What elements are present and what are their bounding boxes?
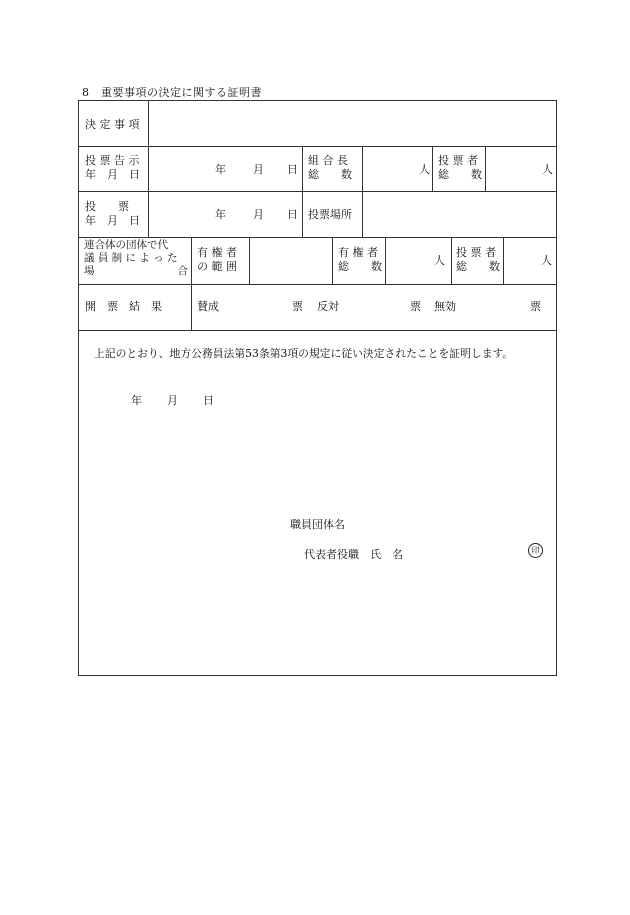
unit-person: 人 <box>541 254 552 267</box>
label-federation-case-line1: 連合体の団体で代 <box>84 239 168 251</box>
label-federation-case-line3 <box>84 265 188 278</box>
col-divider <box>148 191 149 238</box>
label-voting-date <box>85 200 143 228</box>
label-voter-total <box>438 154 483 182</box>
label-notice-date-line1: 投 票 告 示 <box>85 154 140 167</box>
label-eligible-scope-line2: の 範 囲 <box>197 260 237 273</box>
unit-votes: 票 <box>410 300 421 313</box>
label-notice-date <box>85 154 143 182</box>
col-divider <box>451 237 452 284</box>
label-federation-case-line3-left: 場 <box>84 265 95 277</box>
col-divider <box>148 101 149 192</box>
certificate-form <box>78 100 557 676</box>
cert-date-year: 年 <box>131 394 142 407</box>
seal-icon: 印 <box>528 543 543 558</box>
label-voting-date-line1: 投 票 <box>85 200 129 213</box>
label-eligible-scope-line1: 有 権 者 <box>197 246 237 259</box>
certification-statement: 上記のとおり、地方公務員法第53条第3項の規定に従い決定されたことを証明します。 <box>94 347 514 360</box>
label-federation-case-line3-right: 合 <box>177 265 188 277</box>
ymd-day: 日 <box>287 163 298 176</box>
row-divider <box>79 284 556 285</box>
label-voter-total-2 <box>456 246 501 274</box>
unit-person: 人 <box>434 254 445 267</box>
cert-date-month: 月 <box>167 394 178 407</box>
col-divider <box>362 146 363 238</box>
ymd-month: 月 <box>253 163 264 176</box>
label-eligible-total <box>338 246 382 274</box>
label-voter-total-line1: 投 票 者 <box>438 154 478 167</box>
label-federation-case <box>84 239 188 278</box>
col-divider <box>302 146 303 238</box>
cert-date-day: 日 <box>203 394 214 407</box>
col-divider <box>432 146 433 192</box>
form-title: 8 重要事項の決定に関する証明書 <box>82 86 262 99</box>
unit-votes: 票 <box>530 300 541 313</box>
label-union-head-total-line2: 総 数 <box>308 168 352 181</box>
label-decision-items: 決 定 事 項 <box>85 118 140 131</box>
col-divider <box>249 237 250 284</box>
label-voting-place: 投票場所 <box>308 208 352 221</box>
row-divider <box>79 237 556 238</box>
label-oppose: 反対 <box>317 300 339 313</box>
col-divider <box>191 237 192 331</box>
row-divider <box>79 330 556 331</box>
col-divider <box>503 237 504 284</box>
unit-votes: 票 <box>292 300 303 313</box>
label-eligible-total-line1: 有 権 者 <box>338 246 378 259</box>
col-divider <box>332 237 333 284</box>
label-union-head-total <box>308 154 358 182</box>
col-divider <box>485 146 486 192</box>
ymd-year: 年 <box>215 208 226 221</box>
label-federation-case-line2: 議 員 制 に よ っ た <box>84 252 178 264</box>
label-notice-date-line2: 年 月 日 <box>85 168 140 181</box>
label-invalid: 無効 <box>434 300 456 313</box>
ymd-month: 月 <box>253 208 264 221</box>
label-voter-total-2-line1: 投 票 者 <box>456 246 496 259</box>
label-union-head-total-line1: 組 合 長 <box>308 154 348 167</box>
label-eligible-total-line2: 総 数 <box>338 260 382 273</box>
label-voter-total-2-line2: 総 数 <box>456 260 500 273</box>
label-counting-result: 開 票 結 果 <box>85 300 162 313</box>
label-voter-total-line2: 総 数 <box>438 168 482 181</box>
unit-person: 人 <box>419 163 430 176</box>
unit-person: 人 <box>542 163 553 176</box>
label-voting-date-line2: 年 月 日 <box>85 214 140 227</box>
representative-label: 代表者役職 氏 名 <box>304 548 403 561</box>
label-approve: 賛成 <box>197 300 219 313</box>
col-divider <box>385 237 386 284</box>
label-eligible-scope <box>197 246 247 274</box>
organization-name-label: 職員団体名 <box>290 518 345 531</box>
ymd-year: 年 <box>215 163 226 176</box>
ymd-day: 日 <box>287 208 298 221</box>
